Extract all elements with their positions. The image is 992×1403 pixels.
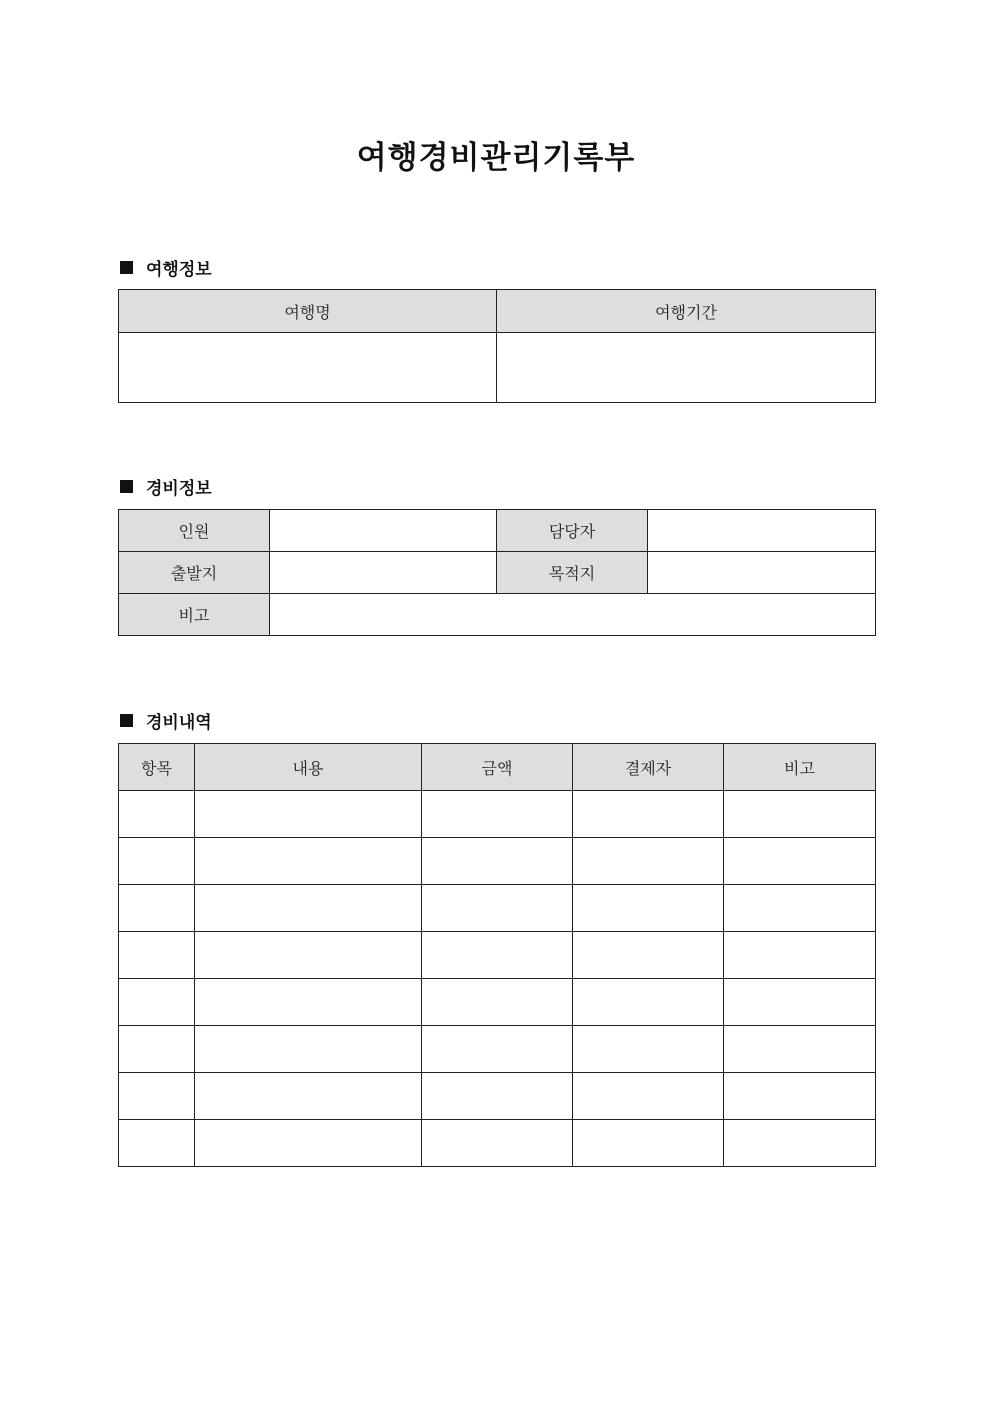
people-value[interactable] [270,510,497,552]
amount-cell[interactable] [422,885,573,932]
expense-detail-body [119,791,876,1167]
item-cell[interactable] [119,885,195,932]
item-cell[interactable] [119,932,195,979]
payer-cell[interactable] [573,1073,724,1120]
remarks-cell[interactable] [724,1120,876,1167]
remarks-cell[interactable] [724,838,876,885]
trip-period-value[interactable] [497,333,876,403]
document-title: 여행경비관리기록부 [356,140,636,176]
item-cell[interactable] [119,1026,195,1073]
content-cell[interactable] [195,1073,422,1120]
black-square-icon [120,261,133,274]
destination-label: 목적지 [497,552,648,594]
content-cell[interactable] [195,1120,422,1167]
people-label: 인원 [119,510,270,552]
expense-detail-heading-text: 경비내역 [146,713,212,733]
amount-cell[interactable] [422,979,573,1026]
content-cell[interactable] [195,932,422,979]
amount-cell[interactable] [422,838,573,885]
expense-detail-table [118,743,876,1167]
payer-cell[interactable] [573,1120,724,1167]
item-cell[interactable] [119,1120,195,1167]
remarks-cell[interactable] [724,885,876,932]
item-cell[interactable] [119,838,195,885]
remarks-value[interactable] [270,594,876,636]
manager-value[interactable] [648,510,876,552]
remarks-header: 비고 [724,744,876,791]
trip-name-value[interactable] [119,333,497,403]
amount-cell[interactable] [422,932,573,979]
black-square-icon [120,480,133,493]
payer-cell[interactable] [573,791,724,838]
amount-header: 금액 [422,744,573,791]
trip-info-heading [120,255,212,280]
remarks-cell[interactable] [724,791,876,838]
expense-info-row [119,594,876,636]
expense-info-table [118,509,876,636]
remarks-cell[interactable] [724,932,876,979]
content-cell[interactable] [195,1026,422,1073]
expense-detail-header-row [119,744,876,791]
destination-value[interactable] [648,552,876,594]
payer-cell[interactable] [573,885,724,932]
amount-cell[interactable] [422,1120,573,1167]
payer-header: 결제자 [573,744,724,791]
table-row [119,791,876,838]
trip-info-header-row [119,290,876,333]
departure-value[interactable] [270,552,497,594]
payer-cell[interactable] [573,979,724,1026]
amount-cell[interactable] [422,1073,573,1120]
manager-label: 담당자 [497,510,648,552]
amount-cell[interactable] [422,791,573,838]
payer-cell[interactable] [573,1026,724,1073]
trip-name-header: 여행명 [119,290,497,333]
expense-detail-heading [120,708,212,733]
trip-period-header: 여행기간 [497,290,876,333]
content-cell[interactable] [195,791,422,838]
table-row [119,979,876,1026]
payer-cell[interactable] [573,838,724,885]
amount-cell[interactable] [422,1026,573,1073]
content-cell[interactable] [195,885,422,932]
departure-label: 출발지 [119,552,270,594]
expense-info-heading [120,474,212,499]
content-header: 내용 [195,744,422,791]
remarks-cell[interactable] [724,1026,876,1073]
table-row [119,838,876,885]
expense-info-row [119,552,876,594]
table-row [119,1120,876,1167]
expense-info-heading-text: 경비정보 [146,479,212,499]
table-row [119,932,876,979]
table-row [119,1026,876,1073]
table-row [119,1073,876,1120]
item-header: 항목 [119,744,195,791]
content-cell[interactable] [195,838,422,885]
item-cell[interactable] [119,979,195,1026]
table-row [119,885,876,932]
remarks-label: 비고 [119,594,270,636]
remarks-cell[interactable] [724,979,876,1026]
trip-info-value-row [119,333,876,403]
item-cell[interactable] [119,791,195,838]
content-cell[interactable] [195,979,422,1026]
expense-info-row [119,510,876,552]
trip-info-heading-text: 여행정보 [146,260,212,280]
trip-info-table [118,289,876,403]
item-cell[interactable] [119,1073,195,1120]
black-square-icon [120,714,133,727]
payer-cell[interactable] [573,932,724,979]
remarks-cell[interactable] [724,1073,876,1120]
